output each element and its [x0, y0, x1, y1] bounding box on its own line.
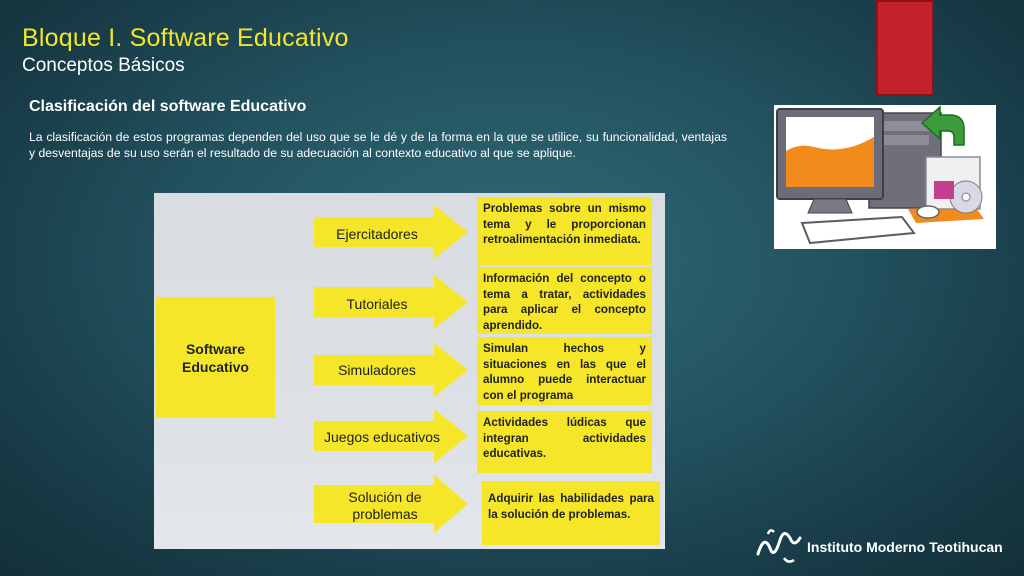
- computer-icon: [774, 105, 996, 249]
- arrow-label-juegos: Juegos educativos: [324, 429, 440, 445]
- arrow-label-solucion: Solución de problemas: [348, 489, 422, 522]
- description-ejercitadores: Problemas sobre un mismo tema y le proporcionan retroalimentación inmediata.: [477, 197, 652, 265]
- main-label-line2: Educativo: [182, 358, 249, 375]
- slide-subtitle: Conceptos Básicos: [22, 55, 185, 76]
- description-solucion: Adquirir las habilidades para la solución de problemas.: [482, 481, 660, 545]
- decorative-red-bar: [876, 0, 934, 96]
- slide-title: Bloque I. Software Educativo: [22, 24, 349, 52]
- main-concept-box: [156, 297, 275, 418]
- institution-name: Instituto Moderno Teotihucan: [807, 539, 1003, 555]
- intro-paragraph: La clasificación de estos programas dependen del uso que se le dé y de la forma en la que se utilice, su funcionalidad, ventajas y desventajas de su uso serán el resultado de su adecuación al contexto educativo al que se aplique.: [29, 130, 727, 160]
- arrow-label-tutoriales: Tutoriales: [346, 296, 408, 312]
- classification-diagram: [154, 193, 665, 549]
- arrow-label-ejercitadores: Ejercitadores: [336, 226, 418, 242]
- description-juegos: Actividades lúdicas que integran actividades educativas.: [477, 411, 652, 473]
- description-simuladores: Simulan hechos y situaciones en las que el alumno puede interactuar con el programa: [477, 337, 652, 405]
- arrow-label-simuladores: Simuladores: [338, 362, 416, 378]
- description-tutoriales: Información del concepto o tema a tratar, actividades para aplicar el concepto aprendido.: [477, 267, 652, 334]
- logo-icon: [754, 524, 804, 568]
- main-label-line1: Software: [185, 340, 246, 357]
- section-heading: Clasificación del software Educativo: [29, 98, 307, 115]
